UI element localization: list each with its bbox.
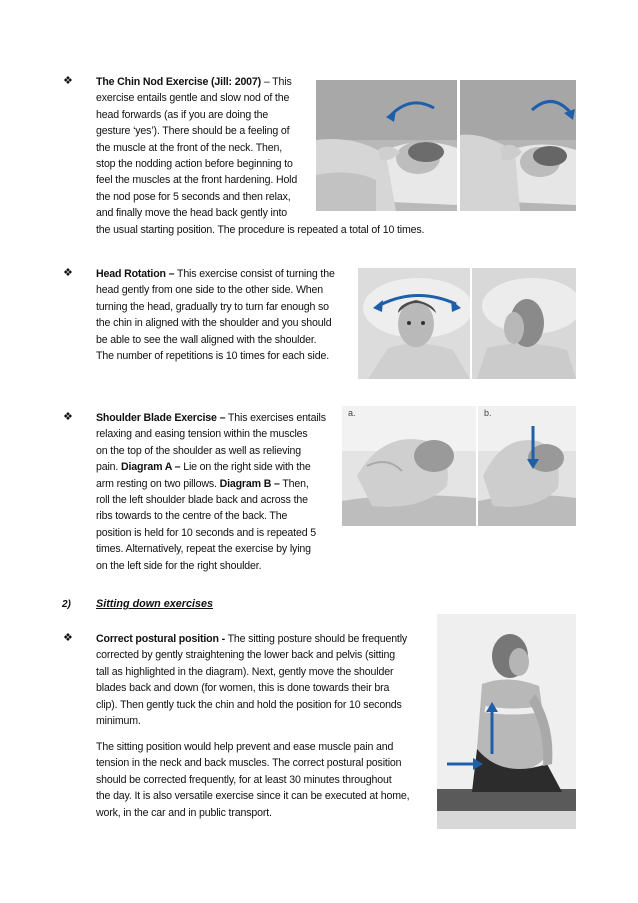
chin-nod-photo-start	[316, 80, 457, 211]
head-rotation-photo-front	[358, 268, 470, 379]
diamond-bullet-icon: ❖	[63, 75, 73, 87]
head-rotation-photo-turned	[472, 268, 576, 379]
diamond-bullet-icon: ❖	[63, 411, 73, 423]
photo-label-b: b.	[484, 408, 492, 418]
chin-nod-photo-nod	[460, 80, 576, 211]
postural-position-photo	[437, 614, 576, 829]
postural-position-para2: The sitting position would help prevent and ease muscle pain and tension in the neck and back muscles. The correct postural position should be corrected frequently, for at least 30 minutes throughout the day. It is also versatile exercise since it can be executed at home, work, in the car and in public transport.	[96, 741, 410, 819]
chin-nod-title: The Chin Nod Exercise (Jill: 2007)	[96, 76, 262, 88]
sitting-down-heading: Sitting down exercises	[96, 598, 213, 610]
postural-position-text: Correct postural position - The sitting posture should be frequently corrected by gently straightening the lower back and pelvis (sitting tall as highlighted in the diagram). Next, gently move the shoulder blades back and down (for women, this is done towards their bra clip). Then gently tuck the chin and hold the position for 10 seconds minimum.	[96, 633, 408, 728]
postural-position-title: Correct postural position -	[96, 633, 225, 645]
head-rotation-text: Head Rotation – This exercise consist of turning the head gently from one side to the other side. When turning the head, gradually try to turn far enough so the chin in aligned with the shoulder and you should be able to see the wall aligned with the shoulder. The number of repetitions is 10 times for each side.	[96, 268, 335, 363]
shoulder-blade-title: Shoulder Blade Exercise –	[96, 412, 226, 424]
diamond-bullet-icon: ❖	[63, 267, 73, 279]
head-rotation-title: Head Rotation –	[96, 268, 175, 280]
shoulder-blade-photo-b	[478, 406, 576, 526]
photo-label-a: a.	[348, 408, 356, 418]
section-number: 2)	[62, 599, 71, 610]
shoulder-blade-photo-a	[342, 406, 476, 526]
diagram-a-label: Diagram A –	[121, 461, 181, 474]
diamond-bullet-icon: ❖	[63, 632, 73, 644]
chin-nod-text: The Chin Nod Exercise (Jill: 2007) – This exercise entails gentle and slow nod of the head forwards (as if you are doing the gesture ‘yes’). There should be a feeling of the muscle at the front of the neck. Then, stop the nodding action before beginning to feel the muscles at the front hardening. Hold the nod pose for 5 seconds and then relax, and finally move the head back gently into the usual starting position. The procedure is repeated a total of 10 times.	[96, 76, 425, 236]
diagram-b-label: Diagram B –	[219, 477, 280, 490]
shoulder-blade-text: Shoulder Blade Exercise – This exercises entails relaxing and easing tension within the muscles on the top of the shoulder as well as relieving pain. Diagram A – Lie on the right side with the arm resting on two pillows. Diagram B – Then, roll the left shoulder blade back and across the ribs towards to the centre of the back. The position is held for 10 seconds and is repeated 5 times. Alternatively, repeat the exercise by lying on the left side for the right shoulder.	[96, 412, 326, 572]
